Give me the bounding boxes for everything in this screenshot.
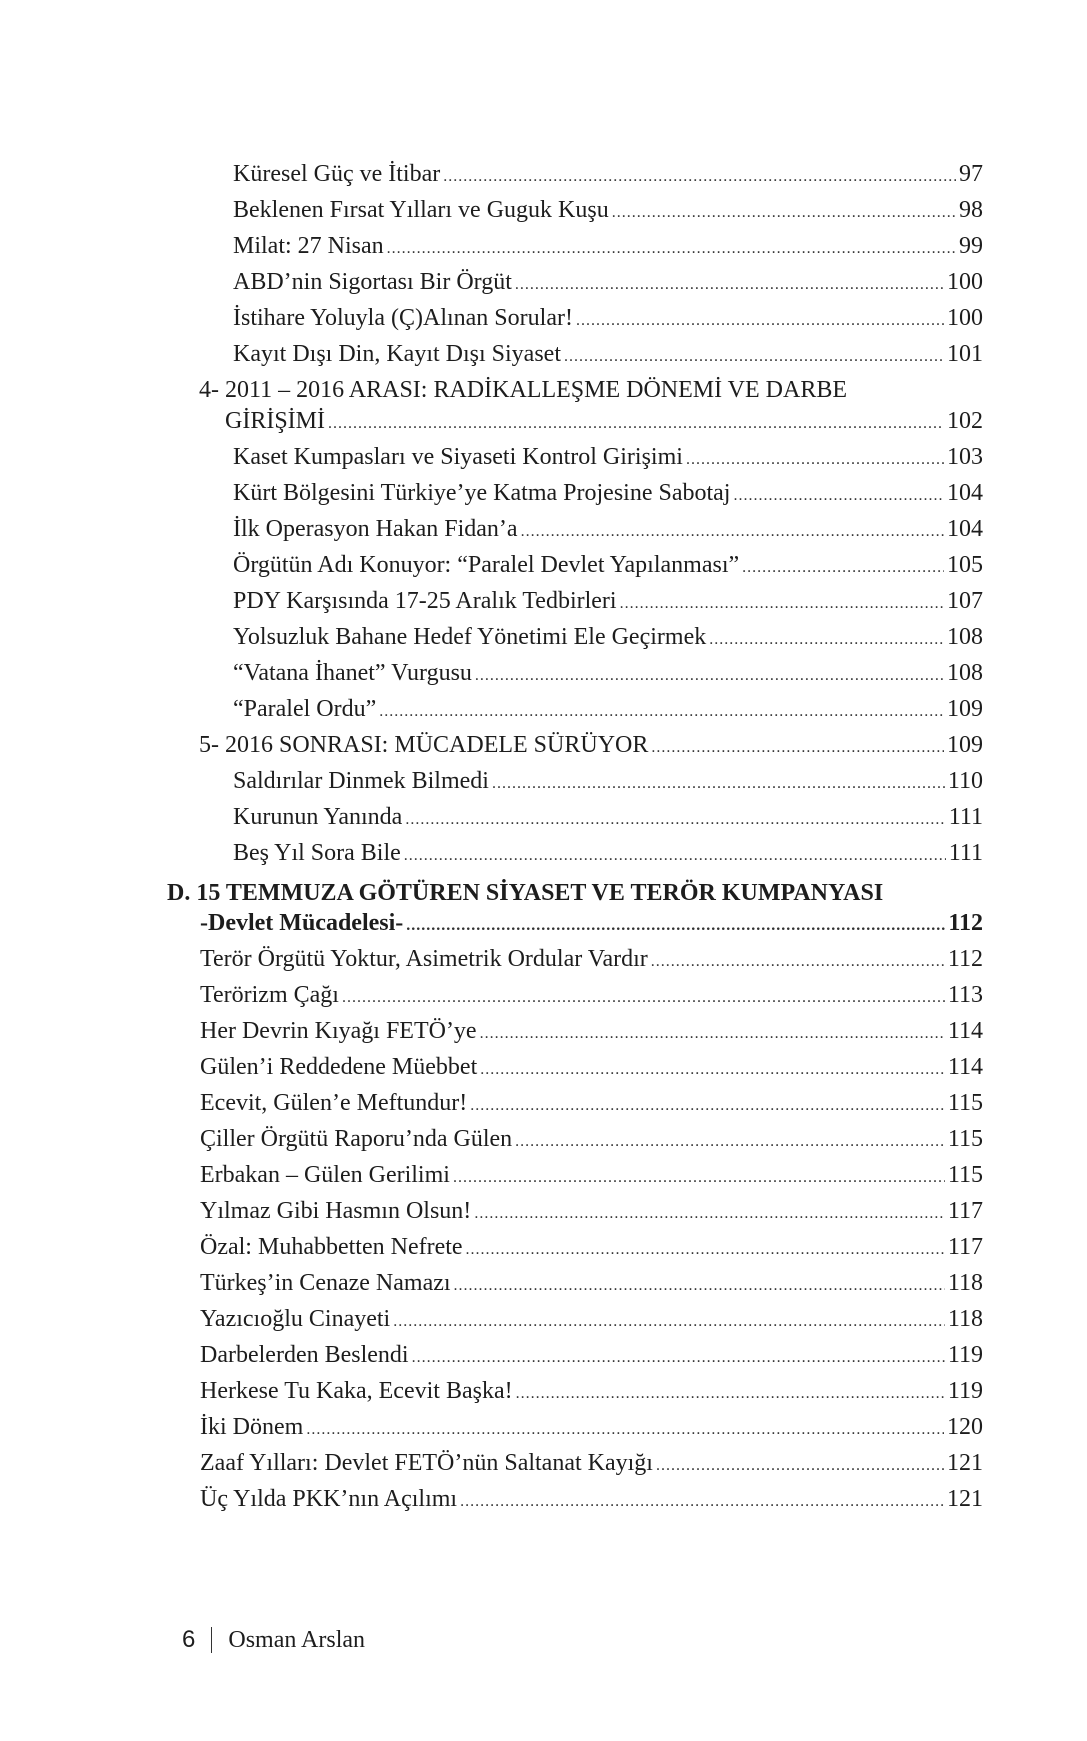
toc-entry-title: Kürt Bölgesini Türkiye’ye Katma Projesine Sabotaj — [233, 480, 731, 506]
toc-entry-page: 112 — [948, 910, 983, 936]
toc-entry[interactable] — [200, 1371, 983, 1411]
toc-entry-page: 99 — [959, 233, 983, 259]
footer-divider — [211, 1627, 212, 1653]
toc-entry[interactable] — [233, 190, 983, 230]
toc-entry-page: 103 — [947, 444, 983, 470]
toc-entry-page: 109 — [947, 696, 983, 722]
toc-entry-title: Yılmaz Gibi Hasmın Olsun! — [200, 1198, 472, 1224]
toc-entry-title: Yolsuzluk Bahane Hedef Yönetimi Ele Geçirmek — [233, 624, 707, 650]
toc-entry-page: 100 — [947, 305, 983, 331]
toc-entry[interactable] — [200, 975, 983, 1015]
toc-entry[interactable] — [233, 473, 983, 513]
toc-entry-page: 117 — [947, 1234, 983, 1260]
toc-entry[interactable] — [233, 833, 983, 873]
toc-entry[interactable] — [200, 939, 983, 979]
toc-entry-title: Kaset Kumpasları ve Siyaseti Kontrol Girişimi — [233, 444, 683, 470]
toc-entry[interactable] — [233, 154, 983, 194]
toc-entry-page: 104 — [947, 516, 983, 542]
toc-entry-page: 101 — [947, 341, 983, 367]
toc-entry-page: 108 — [947, 624, 983, 650]
toc-entry-title: “Paralel Ordu” — [233, 696, 377, 722]
toc-entry[interactable] — [200, 1263, 983, 1303]
toc-entry[interactable] — [233, 689, 983, 729]
toc-entry[interactable] — [200, 903, 983, 943]
toc-entry[interactable] — [200, 1083, 983, 1123]
toc-entry-title: Terör Örgütü Yoktur, Asimetrik Ordular Vardır — [200, 946, 648, 972]
leader-dots — [460, 1482, 944, 1522]
toc-entry-title: -Devlet Mücadelesi- — [200, 910, 404, 936]
toc-entry[interactable] — [200, 1299, 983, 1339]
toc-entry[interactable] — [233, 298, 983, 338]
toc-entry[interactable] — [233, 581, 983, 621]
toc-entry-page: 105 — [947, 552, 983, 578]
toc-entry-title: Gülen’i Reddedene Müebbet — [200, 1054, 478, 1080]
toc-entry[interactable] — [200, 1011, 983, 1051]
toc-entry-page: 110 — [947, 768, 983, 794]
toc-entry-title: GİRİŞİMİ — [225, 408, 325, 434]
toc-entry-page: 107 — [947, 588, 983, 614]
toc-entry-page: 113 — [947, 982, 983, 1008]
toc-entry-title: Herkese Tu Kaka, Ecevit Başka! — [200, 1378, 513, 1404]
toc-entry[interactable] — [233, 262, 983, 302]
toc-entry-title: Özal: Muhabbetten Nefrete — [200, 1234, 463, 1260]
toc-entry[interactable] — [200, 1407, 983, 1447]
toc-entry-title: “Vatana İhanet” Vurgusu — [233, 660, 472, 686]
toc-entry-page: 108 — [947, 660, 983, 686]
toc-entry-title: Zaaf Yılları: Devlet FETÖ’nün Saltanat Kayığı — [200, 1450, 653, 1476]
toc-entry-page: 115 — [947, 1162, 983, 1188]
toc-entry-title: Türkeş’in Cenaze Namazı — [200, 1270, 451, 1296]
toc-entry-title: ABD’nin Sigortası Bir Örgüt — [233, 269, 512, 295]
toc-entry-title: Çiller Örgütü Raporu’nda Gülen — [200, 1126, 513, 1152]
toc-entry-page: 111 — [948, 804, 983, 830]
toc-entry[interactable] — [200, 1119, 983, 1159]
toc-entry-title: İstihare Yoluyla (Ç)Alınan Sorular! — [233, 305, 573, 331]
toc-entry[interactable] — [233, 437, 983, 477]
toc-entry-title: Her Devrin Kıyağı FETÖ’ye — [200, 1018, 477, 1044]
toc-entry[interactable] — [200, 1479, 983, 1519]
toc-entry-page: 118 — [947, 1270, 983, 1296]
toc-entry-title: Üç Yılda PKK’nın Açılımı — [200, 1486, 458, 1512]
toc-entry-title: Ecevit, Gülen’e Meftundur! — [200, 1090, 468, 1116]
toc-entry[interactable] — [225, 401, 983, 441]
toc-entry[interactable] — [200, 1191, 983, 1231]
toc-entry-page: 120 — [947, 1414, 983, 1440]
toc-entry-page: 98 — [959, 197, 983, 223]
toc-entry-page: 97 — [959, 161, 983, 187]
toc-entry[interactable] — [200, 1227, 983, 1267]
toc-entry[interactable] — [233, 334, 983, 374]
toc-entry[interactable] — [233, 509, 983, 549]
toc-entry-title: Saldırılar Dinmek Bilmedi — [233, 768, 489, 794]
toc-entry-page: 109 — [947, 732, 983, 758]
toc-section-entry[interactable] — [199, 725, 983, 765]
toc-entry[interactable] — [233, 545, 983, 585]
toc-entry-title: Kayıt Dışı Din, Kayıt Dışı Siyaset — [233, 341, 561, 367]
toc-entry-page: 119 — [947, 1342, 983, 1368]
toc-entry-title: PDY Karşısında 17-25 Aralık Tedbirleri — [233, 588, 617, 614]
toc-entry-title: Terörizm Çağı — [200, 982, 339, 1008]
toc-entry-title: Küresel Güç ve İtibar — [233, 161, 441, 187]
page-number: 6 — [182, 1626, 196, 1653]
toc-entry-page: 100 — [947, 269, 983, 295]
toc-entry[interactable] — [233, 653, 983, 693]
toc-entry-page: 115 — [947, 1090, 983, 1116]
toc-section-heading[interactable]: 4- 2011 – 2016 ARASI: RADİKALLEŞME DÖNEMİ VE DARBE — [199, 377, 847, 403]
toc-entry-title: İki Dönem — [200, 1414, 304, 1440]
toc-entry[interactable] — [200, 1047, 983, 1087]
toc-entry-page: 104 — [947, 480, 983, 506]
leader-dots — [404, 836, 946, 876]
page-footer — [182, 1617, 365, 1663]
toc-entry-page: 111 — [948, 840, 983, 866]
toc-entry-title: Örgütün Adı Konuyor: “Paralel Devlet Yapılanması” — [233, 552, 740, 578]
toc-chapter-heading[interactable]: D. 15 TEMMUZA GÖTÜREN SİYASET VE TERÖR KUMPANYASI — [167, 880, 884, 906]
toc-entry-title: Erbakan – Gülen Gerilimi — [200, 1162, 450, 1188]
toc-entry[interactable] — [200, 1443, 983, 1483]
toc-entry[interactable] — [233, 617, 983, 657]
toc-entry-page: 114 — [947, 1054, 983, 1080]
toc-entry-page: 121 — [947, 1450, 983, 1476]
toc-entry-page: 115 — [947, 1126, 983, 1152]
toc-entry[interactable] — [200, 1335, 983, 1375]
toc-entry[interactable] — [233, 761, 983, 801]
toc-entry-page: 119 — [947, 1378, 983, 1404]
toc-entry[interactable] — [200, 1155, 983, 1195]
toc-entry-title: Yazıcıoğlu Cinayeti — [200, 1306, 391, 1332]
toc-entry-page: 114 — [947, 1018, 983, 1044]
toc-entry-title: Milat: 27 Nisan — [233, 233, 384, 259]
toc-entry[interactable] — [233, 226, 983, 266]
toc-entry-title: İlk Operasyon Hakan Fidan’a — [233, 516, 518, 542]
author-name: Osman Arslan — [228, 1626, 366, 1653]
toc-entry-title: Darbelerden Beslendi — [200, 1342, 409, 1368]
toc-entry[interactable] — [233, 797, 983, 837]
toc-entry-title: Beklenen Fırsat Yılları ve Guguk Kuşu — [233, 197, 609, 223]
toc-entry-page: 112 — [947, 946, 983, 972]
toc-entry-page: 102 — [947, 408, 983, 434]
toc-entry-page: 117 — [947, 1198, 983, 1224]
toc-entry-page: 118 — [947, 1306, 983, 1332]
toc-entry-title: Kurunun Yanında — [233, 804, 403, 830]
toc-entry-page: 121 — [947, 1486, 983, 1512]
toc-entry-title: Beş Yıl Sora Bile — [233, 840, 401, 866]
toc-entry-title: 5- 2016 SONRASI: MÜCADELE SÜRÜYOR — [199, 732, 649, 758]
